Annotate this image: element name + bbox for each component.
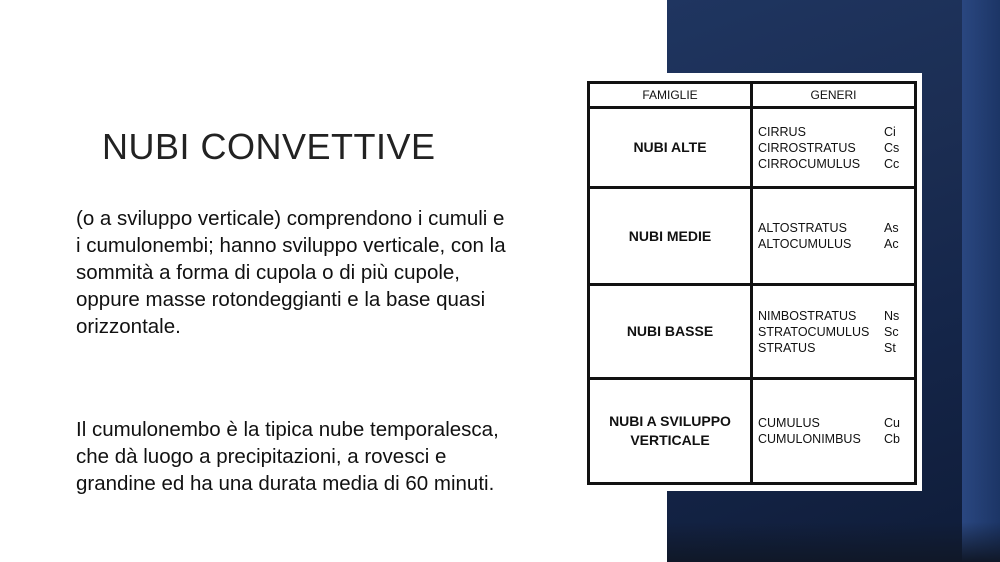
genus-entry bbox=[758, 324, 906, 340]
genus-name: ALTOCUMULUS bbox=[758, 237, 852, 251]
genus-entry bbox=[758, 124, 906, 140]
genus-name: CUMULONIMBUS bbox=[758, 432, 861, 446]
table-row bbox=[589, 379, 916, 484]
genus-entry bbox=[758, 140, 906, 156]
genus-entry bbox=[758, 415, 906, 431]
genus-entry bbox=[758, 156, 906, 172]
table-row bbox=[589, 108, 916, 188]
genera-cell bbox=[752, 188, 916, 285]
genus-name: ALTOSTRATUS bbox=[758, 221, 847, 235]
genera-cell bbox=[752, 108, 916, 188]
genus-code: Cb bbox=[884, 432, 900, 446]
genera-cell bbox=[752, 285, 916, 379]
genus-name: NIMBOSTRATUS bbox=[758, 308, 857, 323]
genus-entry bbox=[758, 340, 906, 356]
genus-code: Sc bbox=[884, 324, 899, 339]
panel-bottom-band bbox=[667, 522, 1000, 562]
genus-name: CIRROCUMULUS bbox=[758, 156, 861, 171]
paragraph-definition: (o a sviluppo verticale) comprendono i cumuli e i cumulonembi; hanno sviluppo verticale, con la sommità a forma di cupola o di più cupole, oppure masse rotondeggianti e la base quasi orizzontale. bbox=[76, 207, 506, 338]
genus-entry bbox=[758, 308, 906, 324]
slide-title: NUBI CONVETTIVE bbox=[102, 126, 436, 167]
genus-code: Ac bbox=[884, 237, 899, 251]
genus-entry bbox=[758, 220, 906, 236]
header-families: FAMIGLIE bbox=[589, 83, 752, 108]
cloud-classification-table bbox=[587, 81, 917, 485]
table-row bbox=[589, 188, 916, 285]
family-cell: NUBI ALTE bbox=[589, 108, 752, 188]
genus-code: Cc bbox=[884, 156, 900, 171]
cloud-table-frame bbox=[580, 73, 922, 491]
genus-code: Ns bbox=[884, 308, 900, 323]
genus-code: St bbox=[884, 340, 896, 355]
genus-code: Cu bbox=[884, 416, 900, 430]
paragraph-cumulonimbus: Il cumulonembo è la tipica nube temporalesca, che dà luogo a precipitazioni, a rovesci e grandine ed ha una durata media di 60 minuti. bbox=[76, 418, 499, 495]
genus-name: CUMULUS bbox=[758, 416, 820, 430]
table-row bbox=[589, 285, 916, 379]
genus-code: As bbox=[884, 221, 899, 235]
header-genera: GENERI bbox=[752, 83, 916, 108]
genera-cell bbox=[752, 379, 916, 484]
genus-entry bbox=[758, 431, 906, 447]
family-cell: NUBI A SVILUPPO VERTICALE bbox=[589, 379, 752, 484]
family-cell: NUBI BASSE bbox=[589, 285, 752, 379]
genus-name: STRATUS bbox=[758, 340, 816, 355]
genus-name: STRATOCUMULUS bbox=[758, 324, 870, 339]
genus-entry bbox=[758, 236, 906, 252]
panel-edge bbox=[962, 0, 1000, 562]
genus-name: CIRRUS bbox=[758, 124, 806, 139]
genus-code: Cs bbox=[884, 140, 900, 155]
genus-code: Ci bbox=[884, 124, 896, 139]
table-header-row bbox=[589, 83, 916, 108]
family-cell: NUBI MEDIE bbox=[589, 188, 752, 285]
genus-name: CIRROSTRATUS bbox=[758, 140, 856, 155]
